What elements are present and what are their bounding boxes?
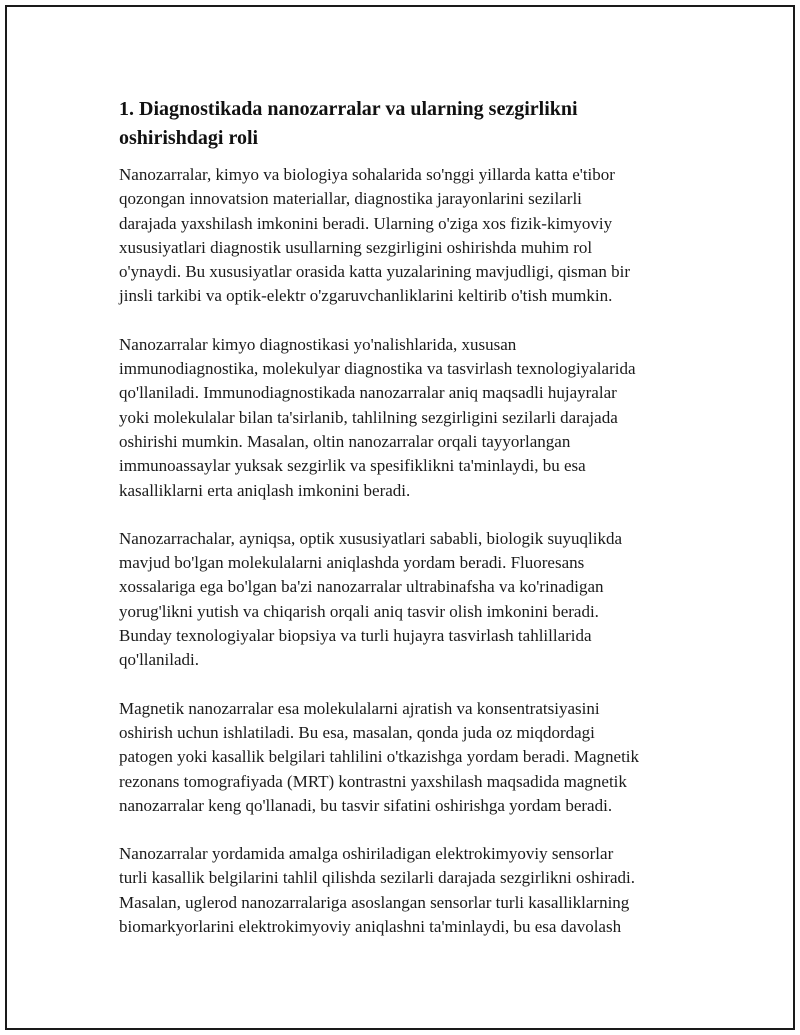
document-body [119, 95, 699, 963]
text-line: xususiyatlari diagnostik usullarning sezgirligini oshirishda muhim rol [119, 237, 593, 257]
text-line: patogen yoki kasallik belgilari tahlilini o'tkazishga yordam beradi. Magnetik [119, 747, 640, 767]
text-line: immunoassaylar yuksak sezgirlik va spesifiklikni ta'minlaydi, bu esa [119, 456, 586, 476]
paragraph [119, 697, 699, 818]
text-line: Nanozarrachalar, ayniqsa, optik xususiyatlari sababli, biologik suyuqlikda [119, 528, 623, 548]
text-line: Magnetik nanozarralar esa molekulalarni ajratish va konsentratsiyasini [119, 698, 600, 718]
text-line: qozongan innovatsion materiallar, diagnostika jarayonlarini sezilarli [119, 189, 582, 209]
paragraph [119, 527, 699, 673]
paragraph [119, 333, 699, 503]
text-line: Nanozarralar, kimyo va biologiya sohalarida so'nggi yillarda katta e'tibor [119, 165, 615, 184]
text-line: yoki molekulalar bilan ta'sirlanib, tahlilning sezgirligini sezilarli darajada [119, 407, 618, 427]
text-line: biomarkyorlarini elektrokimyoviy aniqlashni ta'minlaydi, bu esa davolash [119, 917, 622, 937]
text-line: oshirish uchun ishlatiladi. Bu esa, masalan, qonda juda oz miqdordagi [119, 722, 595, 742]
text-line: rezonans tomografiyada (MRT) kontrastni yaxshilash maqsadida magnetik [119, 771, 627, 791]
text-line: oshirishi mumkin. Masalan, oltin nanozarralar orqali tayyorlangan [119, 431, 571, 451]
text-line: mavjud bo'lgan molekulalarni aniqlashda yordam beradi. Fluoresans [119, 553, 585, 573]
text-line: nanozarralar keng qo'llanadi, bu tasvir sifatini oshirishga yordam beradi. [119, 795, 613, 815]
text-line: Bunday texnologiyalar biopsiya va turli hujayra tasvirlash tahlillarida [119, 626, 592, 646]
document-page [5, 5, 795, 1030]
heading-line: 1. Diagnostikada nanozarralar va ularning sezgirlikni [119, 98, 578, 120]
section-heading [119, 95, 699, 153]
text-line: qo'llaniladi. Immunodiagnostikada nanozarralar aniq maqsadli hujayralar [119, 383, 617, 403]
text-line: immunodiagnostika, molekulyar diagnostika va tasvirlash texnologiyalarida [119, 359, 636, 379]
text-line: darajada yaxshilash imkonini beradi. Ularning o'ziga xos fizik-kimyoviy [119, 213, 613, 233]
text-line: yorug'likni yutish va chiqarish orqali aniq tasvir olish imkonini beradi. [119, 601, 599, 621]
paragraph [119, 842, 699, 939]
text-line: Masalan, uglerod nanozarralariga asoslangan sensorlar turli kasalliklarning [119, 892, 630, 912]
text-line: xossalariga ega bo'lgan ba'zi nanozarralar ultrabinafsha va ko'rinadigan [119, 577, 604, 597]
text-line: Nanozarralar yordamida amalga oshiriladigan elektrokimyoviy sensorlar [119, 844, 614, 864]
text-line: qo'llaniladi. [119, 650, 200, 670]
text-line: o'ynaydi. Bu xususiyatlar orasida katta yuzalarining mavjudligi, qisman bir [119, 262, 631, 282]
heading-line: oshirishdagi roli [119, 127, 259, 149]
paragraph [119, 163, 699, 309]
text-line: kasalliklarni erta aniqlash imkonini beradi. [119, 480, 411, 500]
text-line: jinsli tarkibi va optik-elektr o'zgaruvchanliklarini keltirib o'tish mumkin. [119, 286, 613, 306]
text-line: Nanozarralar kimyo diagnostikasi yo'nalishlarida, xususan [119, 334, 517, 354]
text-line: turli kasallik belgilarini tahlil qilishda sezilarli darajada sezgirlikni oshiradi. [119, 868, 635, 888]
